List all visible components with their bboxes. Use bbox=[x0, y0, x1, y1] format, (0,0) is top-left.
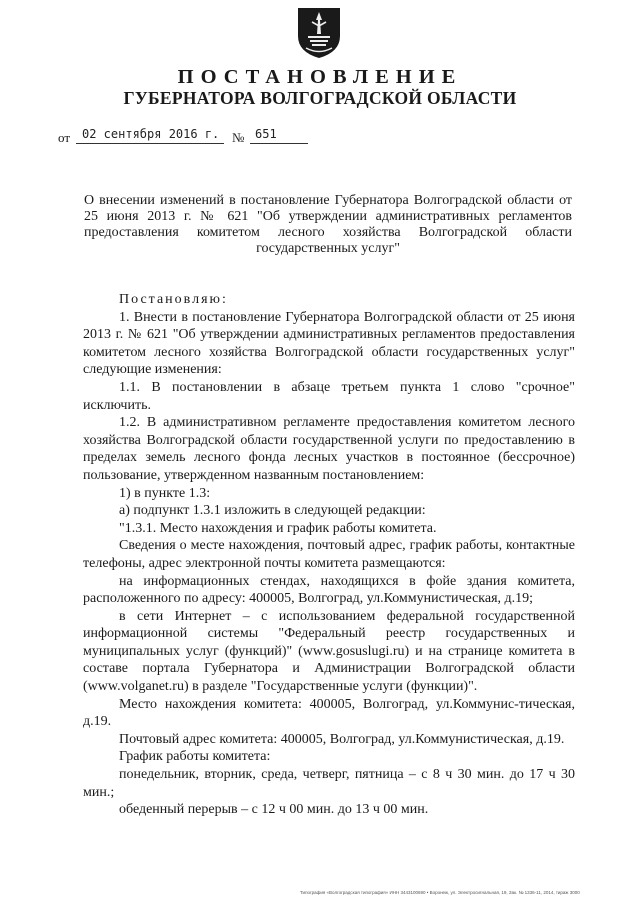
document-subject: О внесении изменений в постановление Губернатора Волгоградской области от 25 июня 2013 г. № 621 "Об утверждении административных регламентов предоставления комитетом лесного хозяйства Волгоградской области государственных услуг" bbox=[84, 193, 572, 256]
document-date: 02 сентября 2016 г. bbox=[82, 127, 220, 141]
paragraph: 1. Внести в постановление Губернатора Волгоградской области от 25 июня 2013 г. № 621 "Об утверждении административных регламентов предоставления комитетом лесного хозяйства Волгоградской области государственных услуг" следующие изменения: bbox=[83, 309, 575, 378]
paragraph: График работы комитета: bbox=[119, 749, 271, 765]
date-prefix: от bbox=[58, 130, 71, 145]
paragraph: Сведения о месте нахождения, почтовый адрес, график работы, контактные телефоны, адрес электронной почты комитета размещаются: bbox=[83, 538, 575, 571]
paragraph: "1.3.1. Место нахождения и график работы комитета. bbox=[119, 520, 437, 536]
date-underline bbox=[76, 143, 224, 144]
paragraph: 1) в пункте 1.3: bbox=[119, 485, 211, 501]
paragraph: в сети Интернет – с использованием федеральной государственной информационной системы "Федеральный реестр государственных и муниципальных услуг (функций)" (www.gosuslugi.ru) и на странице комитета в составе портала Губернатора и Администрации Волгоградской области (www.volganet.ru) в разделе "Государственные услуги (функции)". bbox=[83, 608, 575, 695]
paragraph: понедельник, вторник, среда, четверг, пятница – с 8 ч 30 мин. до 17 ч 30 мин.; bbox=[83, 767, 575, 800]
issuer-title: ГУБЕРНАТОРА ВОЛГОГРАДСКОЙ ОБЛАСТИ bbox=[123, 88, 517, 108]
date-number-line bbox=[58, 127, 318, 147]
paragraph: Место нахождения комитета: 400005, Волгоград, ул.Коммунис-тическая, д.19. bbox=[83, 696, 575, 730]
paragraph: а) подпункт 1.3.1 изложить в следующей редакции: bbox=[119, 503, 426, 519]
paragraph: 1.1. В постановлении в абзаце третьем пункта 1 слово "срочное" исключить. bbox=[83, 379, 575, 413]
number-prefix: № bbox=[232, 130, 245, 145]
paragraph: на информационных стендах, находящихся в фойе здания комитета, расположенного по адресу: 400005, Волгоград, ул.Коммунистическая, д.19; bbox=[83, 573, 575, 607]
document-body bbox=[83, 291, 575, 819]
coat-of-arms-icon bbox=[294, 6, 344, 60]
paragraph: обеденный перерыв – с 12 ч 00 мин. до 13 ч 00 мин. bbox=[119, 802, 429, 818]
document-type-title: ПОСТАНОВЛЕНИЕ bbox=[177, 66, 463, 88]
document-number: 651 bbox=[255, 127, 277, 141]
paragraph: Почтовый адрес комитета: 400005, Волгоград, ул.Коммунистическая, д.19. bbox=[119, 731, 565, 747]
number-underline bbox=[250, 143, 308, 144]
paragraph: Постановляю: bbox=[119, 292, 228, 307]
printer-footer: Типография «Волгоградская типография» ИНН 3443100690 • Воронеж, ул. Электросигнальная, 19, Зак. № 1336-11, 2014, тираж 3000 bbox=[300, 890, 580, 895]
paragraph: 1.2. В административном регламенте предоставления комитетом лесного хозяйства Волгоградской области государственной услуги по предоставлению в пределах земель лесного фонда лесных участков в постоянное (бессрочное) пользование, утвержденном названным постановлением: bbox=[83, 415, 575, 483]
